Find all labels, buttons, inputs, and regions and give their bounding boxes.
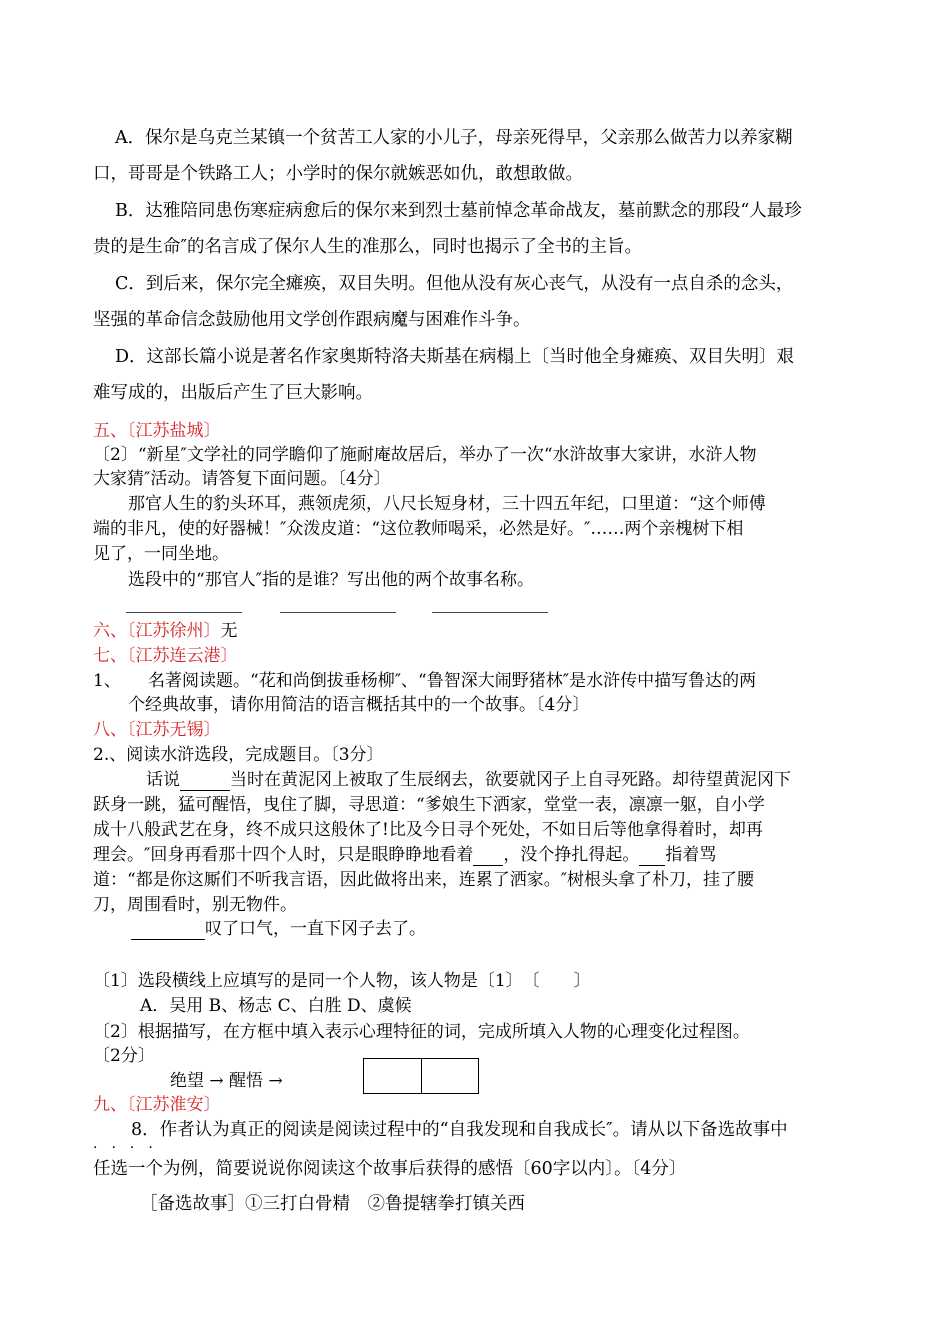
s8-passage-line3: 成十八般武艺在身，终不成只这般休了!比及今日寻个死处，不如日后等他拿得着时，却再: [93, 820, 763, 840]
option-a-line2: 口，哥哥是个铁路工人；小学时的保尔就嫉恶如仇，敢想敢做。: [93, 164, 583, 184]
option-c-line1: C．到后来，保尔完全瘫痪，双目失明。但他从没有灰心丧气，从没有一点自杀的念头，: [115, 274, 794, 294]
fill-blank-2[interactable]: [473, 847, 503, 866]
s5-ask: 选段中的“那官人″指的是谁？写出他的两个故事名称。: [128, 570, 535, 590]
option-a-line1: A．保尔是乌克兰某镇一个贫苦工人家的小儿子，母亲死得早，父亲那么做苦力以养家糊: [115, 128, 793, 148]
s8-p4-a: 理会。″回身再看那十四个人时，只是眼睁睁地看着: [93, 845, 474, 865]
s8-question: 2.、阅读水浒选段，完成题目。〔3分〕: [93, 745, 384, 765]
s8-sub1: 〔1〕选段横线上应填写的是同一个人物，该人物是〔1〕 〔 〕: [93, 971, 591, 991]
s8-p1-start: 话说: [146, 770, 180, 790]
s5-passage-line2: 端的非凡，使的好器械！″众泼皮道：“这位教师喝采，必然是好。″……两个亲槐树下相: [93, 519, 744, 539]
section-6-heading: 六、〔江苏徐州〕: [93, 621, 221, 641]
s9-stories: ［备选故事］①三打白骨精 ②鲁提辖拳打镇关西: [140, 1194, 525, 1214]
s8-passage-line7: [131, 918, 426, 940]
s5-passage-line1: 那官人生的豹头环耳，燕领虎须，八尺长短身材，三十四五年纪，口里道：“这个师傅: [128, 494, 766, 514]
box-divider: [421, 1059, 422, 1093]
answer-line-2[interactable]: [280, 612, 396, 613]
s5-passage-line3: 见了，一同坐地。: [93, 544, 229, 564]
fill-blank-4[interactable]: [131, 921, 205, 940]
section-9-heading: 九、〔江苏淮安〕: [93, 1095, 221, 1115]
option-c-line2: 坚强的革命信念鼓励他用文学创作跟病魔与困难作斗争。: [93, 310, 531, 330]
answer-box-group[interactable]: [363, 1058, 479, 1094]
s5-question-line2: 大家猜″活动。请答复下面问题。〔4分〕: [93, 469, 391, 489]
s8-sub2-points: 〔2分〕: [93, 1046, 155, 1066]
s9-question-line1: 8．作者认为真正的阅读是阅读过程中的“自我发现和自我成长″。请从以下备选故事中: [131, 1120, 788, 1140]
fill-blank-3[interactable]: [639, 847, 665, 866]
flow-text: 绝望 → 醒悟 →: [170, 1071, 283, 1091]
option-b-line2: 贵的是生命″的名言成了保尔人生的准那么，同时也揭示了全书的主旨。: [93, 237, 643, 257]
section-7-heading: 七、〔江苏连云港〕: [93, 646, 238, 666]
s8-passage-line1: [146, 769, 791, 791]
s9-question-line2: 任选一个为例，简要说说你阅读这个故事后获得的感悟〔60字以内〕。〔4分〕: [93, 1159, 687, 1179]
s8-sub2: 〔2〕根据描写，在方框中填入表示心理特征的词，完成所填入人物的心理变化过程图。: [93, 1022, 750, 1042]
s8-p4-b: ，没个挣扎得起。: [503, 845, 640, 865]
option-d-line1: D．这部长篇小说是著名作家奥斯特洛夫斯基在病榻上〔当时他全身瘫痪、双目失明〕艰: [115, 347, 795, 367]
s7-question-line1: 名著阅读题。“花和尚倒拔垂杨柳″、“鲁智深大闹野猪林″是水浒传中描写鲁达的两: [148, 671, 757, 691]
section-5-heading: 五、〔江苏盐城〕: [93, 421, 221, 441]
answer-line-3[interactable]: [432, 612, 548, 613]
emphasis-dots: ····: [93, 1140, 167, 1156]
option-b-line1: B．达雅陪同患伤寒症病愈后的保尔来到烈士墓前悼念革命战友，墓前默念的那段“人最珍: [115, 201, 802, 221]
fill-blank-1[interactable]: [180, 772, 230, 791]
s8-passage-line4: [93, 844, 716, 866]
section-6-answer: 无: [220, 621, 238, 641]
s8-passage-line6: 刀，周围看时，别无物件。: [93, 895, 297, 915]
s8-p4-c: 指着骂: [665, 845, 717, 865]
s8-p7-text: 叹了口气，一直下冈子去了。: [205, 919, 426, 939]
option-d-line2: 难写成的，出版后产生了巨大影响。: [93, 383, 373, 403]
answer-line-1[interactable]: [126, 612, 242, 613]
s5-question-line1: 〔2〕“新星″文学社的同学瞻仰了施耐庵故居后，举办了一次“水浒故事大家讲，水浒人物: [93, 445, 757, 465]
s8-p1-end: 当时在黄泥冈上被取了生辰纲去，欲要就冈子上自寻死路。却待望黄泥冈下: [230, 770, 791, 790]
s8-choices: A．吴用 B、杨志 C、白胜 D、虞候: [140, 996, 412, 1016]
s8-passage-line2: 跃身一跳，猛可醒悟，曳住了脚，寻思道：“爹娘生下洒家，堂堂一表，凛凛一躯，自小学: [93, 795, 765, 815]
s7-question-line2: 个经典故事，请你用简洁的语言概括其中的一个故事。〔4分〕: [128, 695, 590, 715]
section-6-row: [93, 620, 238, 642]
section-8-heading: 八、〔江苏无锡〕: [93, 720, 221, 740]
s8-passage-line5: 道：“都是你这厮们不听我言语，因此做将出来，连累了洒家。″树根头拿了朴刀，挂了腰: [93, 870, 755, 890]
s7-number: 1、: [93, 671, 121, 691]
